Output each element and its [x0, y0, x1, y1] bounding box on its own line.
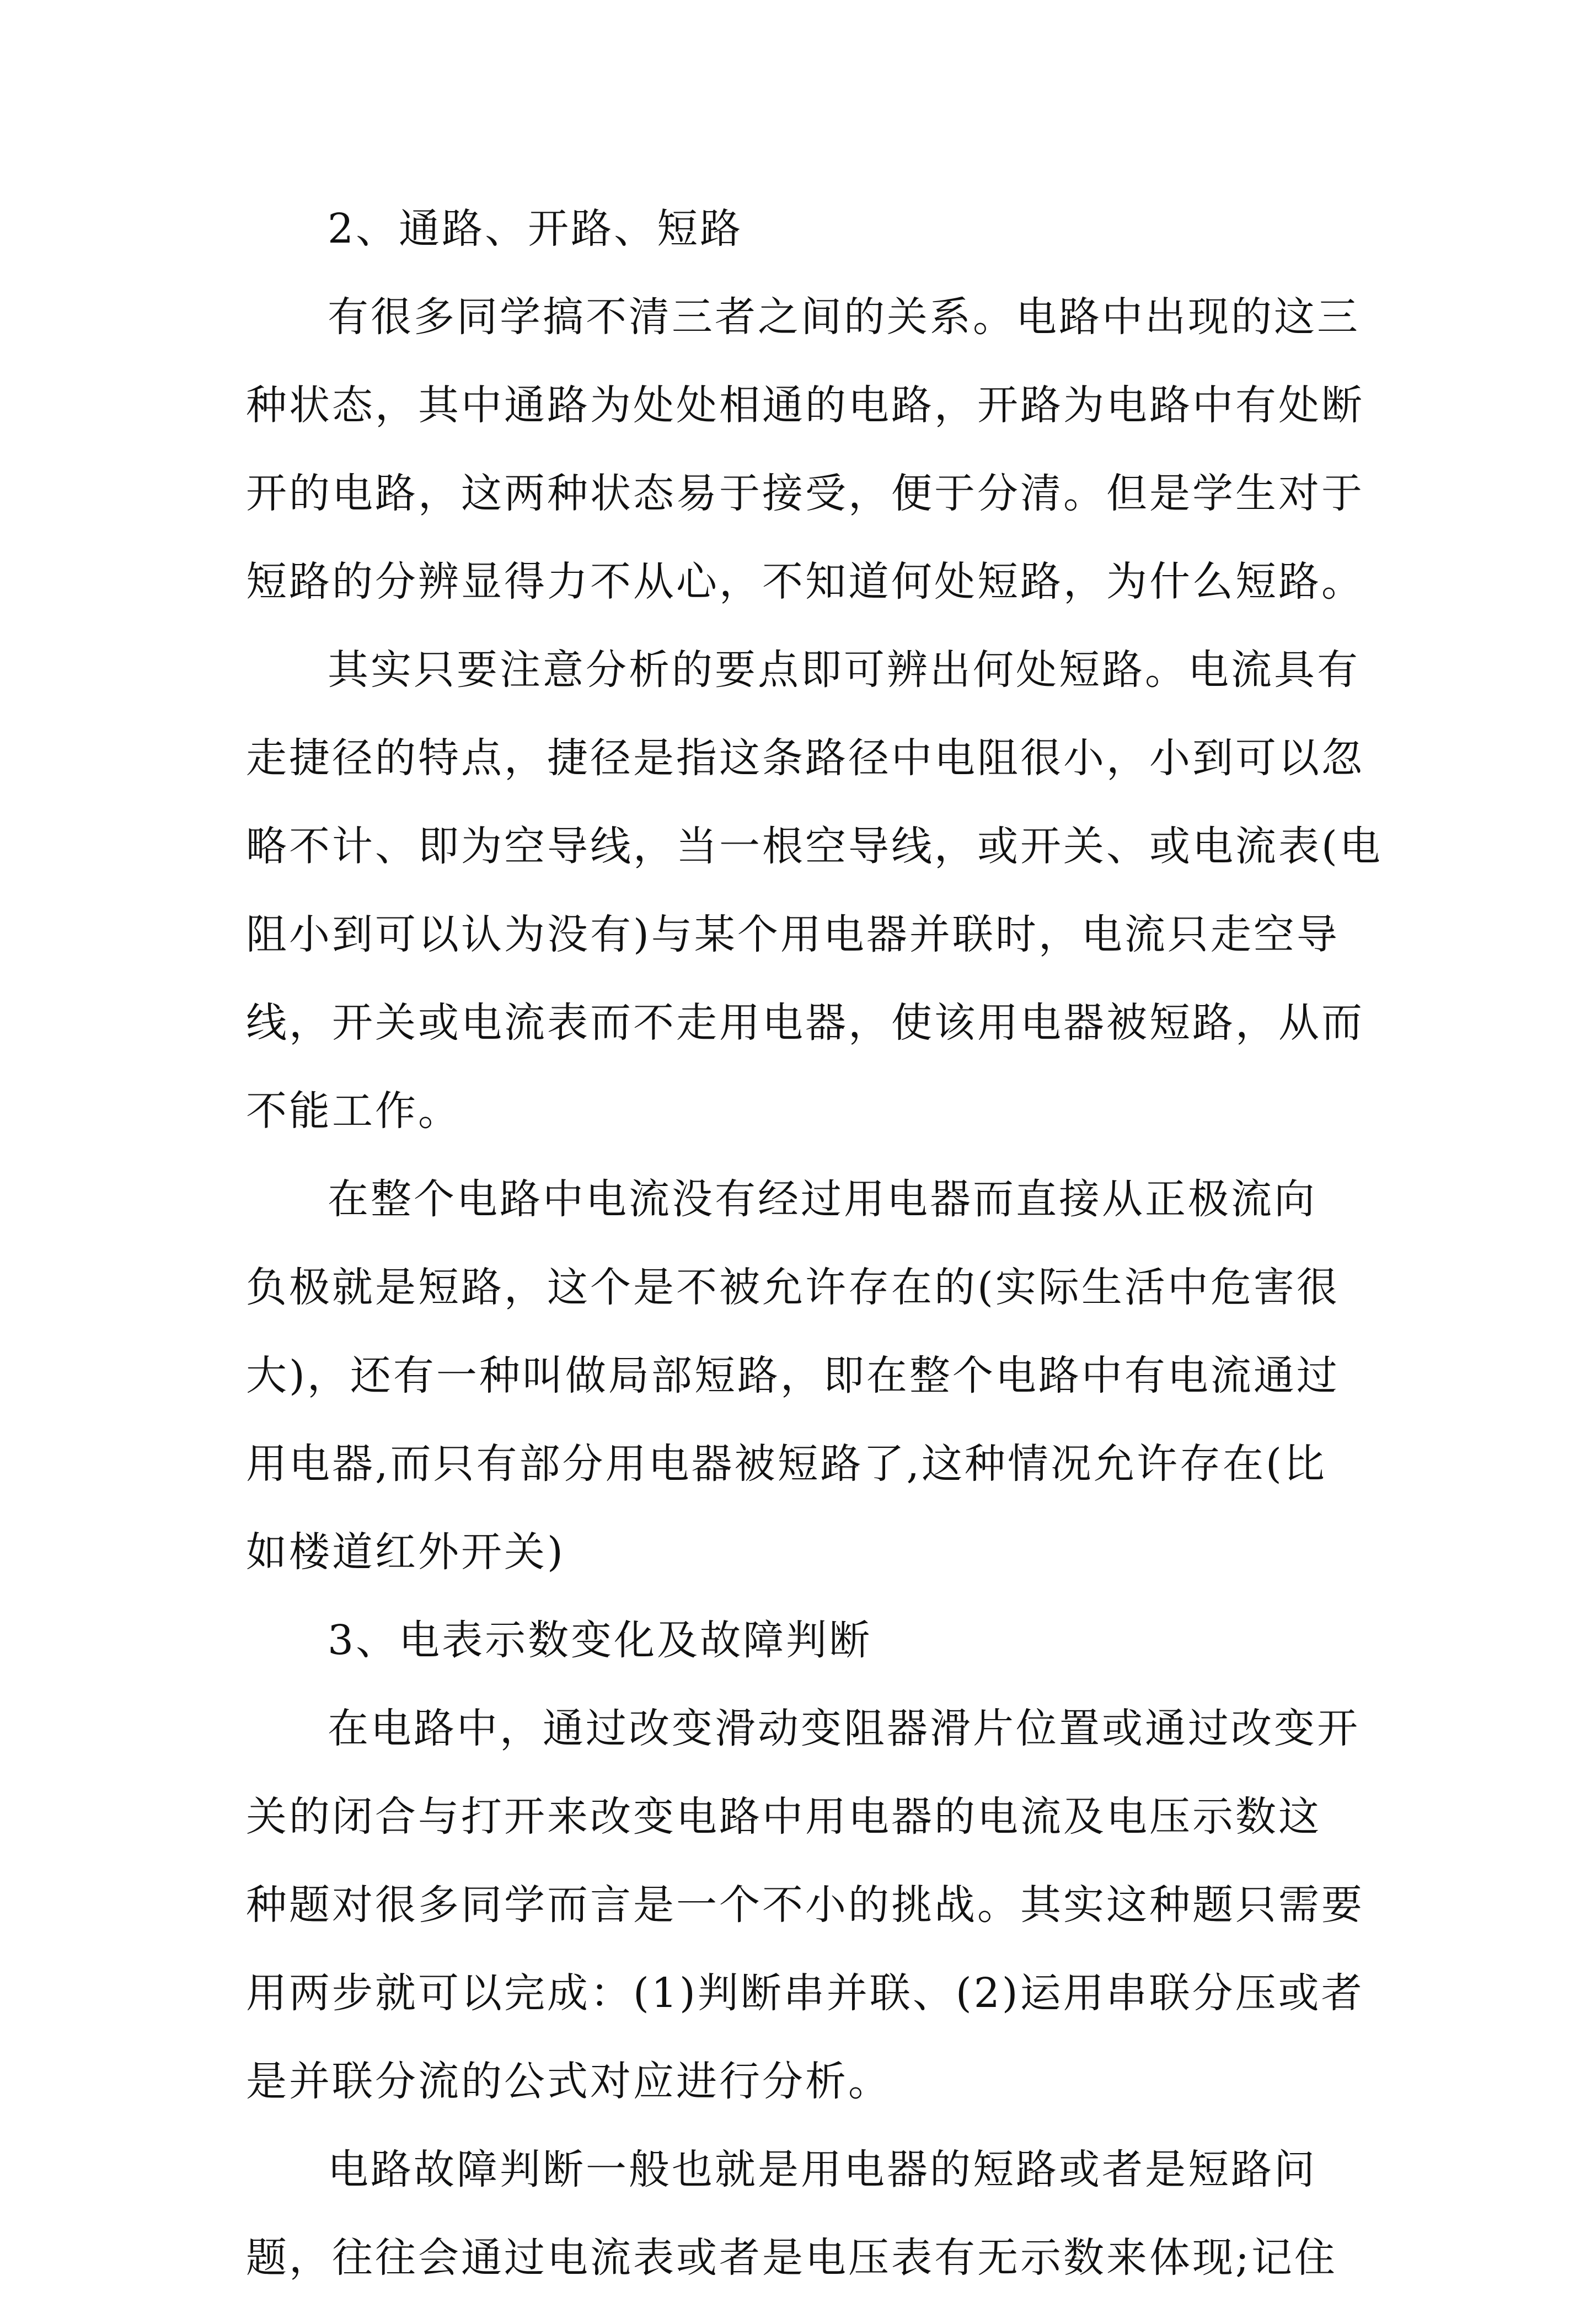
text-line: 走捷径的特点，捷径是指这条路径中电阻很小，小到可以忽 — [246, 734, 1364, 782]
text-line: 略不计、即为空导线，当一根空导线，或开关、或电流表(电 — [246, 823, 1383, 870]
text-line: 用两步就可以完成：(1)判断串并联、(2)运用串联分压或者 — [246, 1969, 1364, 2017]
text-line: 电路故障判断一般也就是用电器的短路或者是短路问 — [328, 2146, 1317, 2193]
text-line: 大)，还有一种叫做局部短路，即在整个电路中有电流通过 — [246, 1352, 1340, 1399]
text-line: 负极就是短路，这个是不被允许存在的(实际生活中危害很 — [246, 1264, 1340, 1311]
text-line: 有很多同学搞不清三者之间的关系。电路中出现的这三 — [328, 293, 1360, 341]
text-line: 种状态，其中通路为处处相通的电路，开路为电路中有处断 — [246, 382, 1364, 429]
text-line: 线，开关或电流表而不走用电器，使该用电器被短路，从而 — [246, 999, 1364, 1046]
text-line: 开的电路，这两种状态易于接受，便于分清。但是学生对于 — [246, 470, 1364, 517]
document-body — [246, 205, 1383, 2324]
text-line: 是并联分流的公式对应进行分析。 — [246, 2058, 891, 2105]
text-line: 阻小到可以认为没有)与某个用电器并联时，电流只走空导 — [246, 911, 1340, 958]
text-line: 题，往往会通过电流表或者是电压表有无示数来体现;记住 — [246, 2234, 1337, 2282]
text-line: 用电器,而只有部分用电器被短路了,这种情况允许存在(比 — [246, 1440, 1327, 1488]
text-line: 其实只要注意分析的要点即可辨出何处短路。电流具有 — [328, 646, 1360, 694]
text-line: 2、通路、开路、短路 — [328, 205, 743, 253]
text-line: 种题对很多同学而言是一个不小的挑战。其实这种题只需要 — [246, 1881, 1364, 1929]
text-line: 3、电表示数变化及故障判断 — [328, 1617, 872, 1664]
text-line: 在整个电路中电流没有经过用电器而直接从正极流向 — [328, 1176, 1317, 1223]
text-line: 关的闭合与打开来改变电路中用电器的电流及电压示数这 — [246, 1793, 1321, 1840]
text-line: 短路的分辨显得力不从心，不知道何处短路，为什么短路。 — [246, 558, 1364, 605]
text-line: 不能工作。 — [246, 1087, 461, 1135]
text-line: 在电路中，通过改变滑动变阻器滑片位置或通过改变开 — [328, 1705, 1360, 1752]
text-line: 如楼道红外开关) — [246, 1528, 565, 1576]
